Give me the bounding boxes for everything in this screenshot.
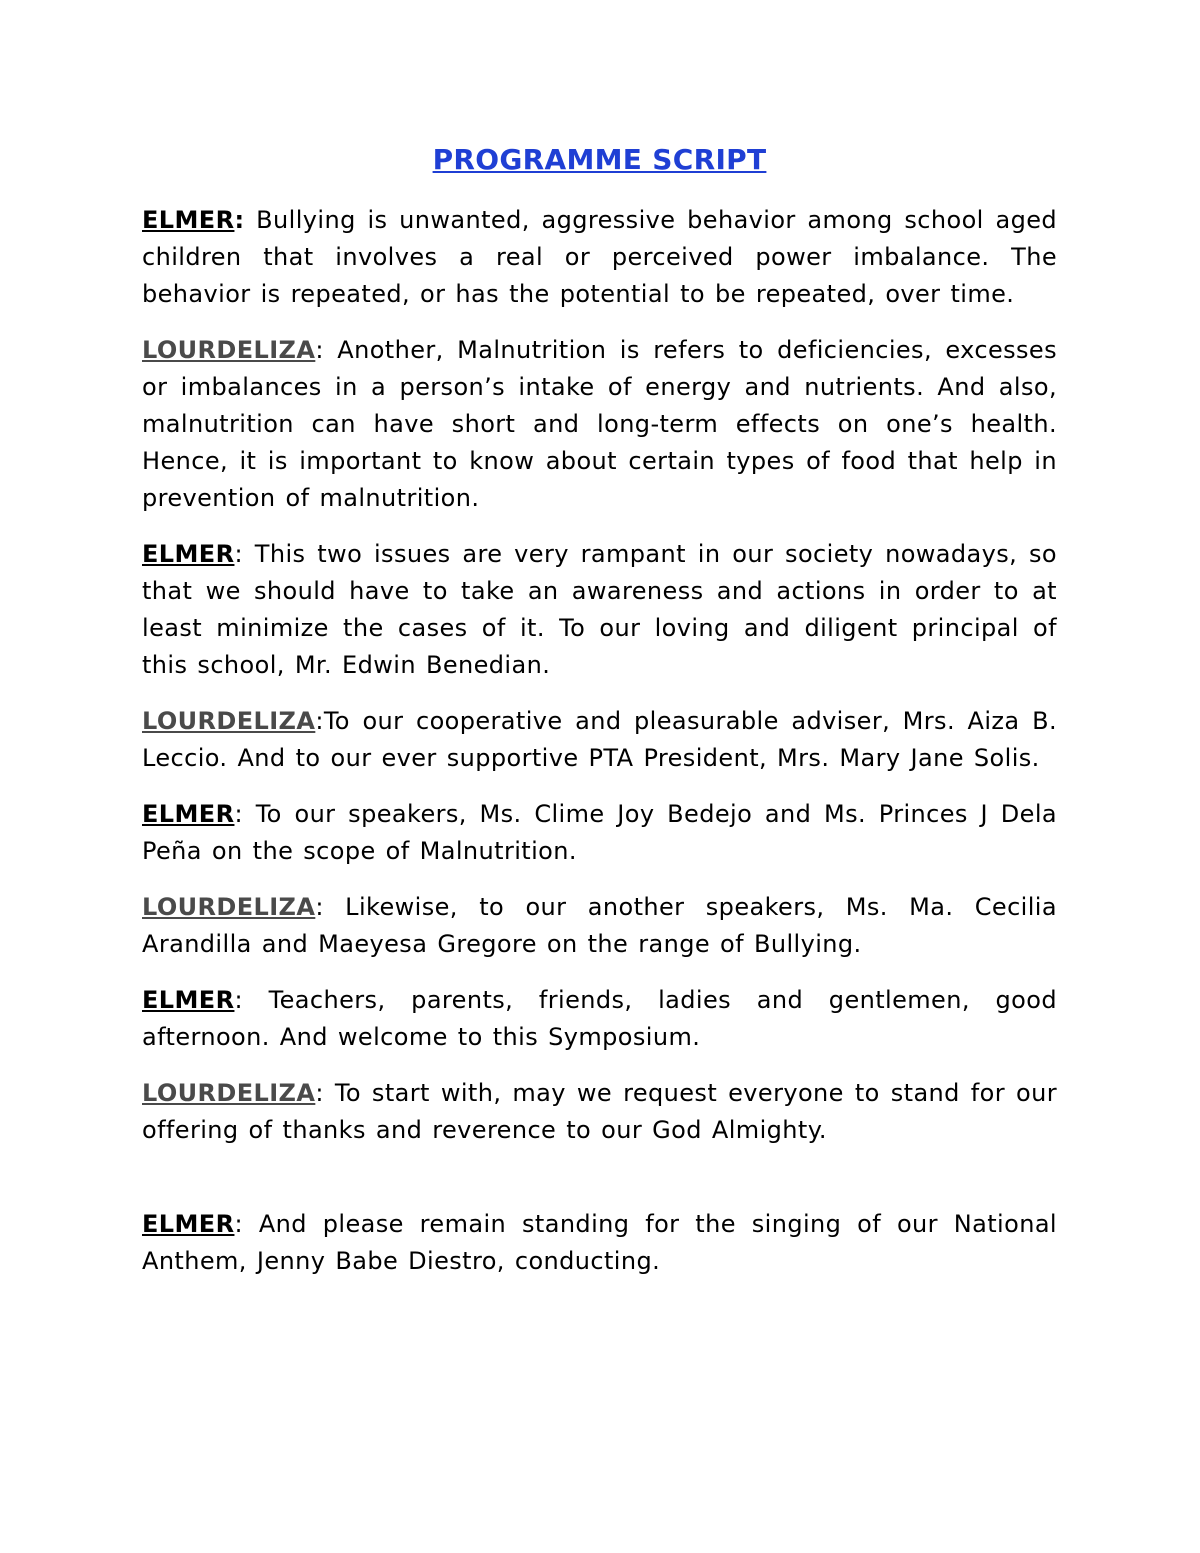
script-paragraph xyxy=(142,796,1057,870)
paragraph-text: Bullying is unwanted, aggressive behavior among school aged children that involves a real or perceived power imbalance. The behavior is repeated, or has the potential to be repeated, over time. xyxy=(142,206,1057,308)
paragraph-text: To our cooperative and pleasurable adviser, Mrs. Aiza B. Leccio. And to our ever supportive PTA President, Mrs. Mary Jane Solis. xyxy=(142,707,1057,772)
speaker-separator: : xyxy=(234,540,243,568)
speaker-name-elmer: ELMER xyxy=(142,540,235,568)
speaker-name-elmer: ELMER xyxy=(142,986,235,1014)
speaker-separator: : xyxy=(315,336,324,364)
speaker-name-lourdeliza: LOURDELIZA xyxy=(142,893,316,921)
speaker-separator: : xyxy=(315,893,324,921)
script-paragraph xyxy=(142,332,1057,517)
paragraph-text: Likewise, to our another speakers, Ms. Ma. Cecilia Arandilla and Maeyesa Gregore on the range of Bullying. xyxy=(142,893,1057,958)
speaker-name-lourdeliza: LOURDELIZA xyxy=(142,707,316,735)
paragraph-text: And please remain standing for the singing of our National Anthem, Jenny Babe Diestro, conducting. xyxy=(142,1210,1057,1275)
speaker-name-elmer: ELMER xyxy=(142,206,235,234)
script-paragraph xyxy=(142,982,1057,1056)
page-title: PROGRAMME SCRIPT xyxy=(432,143,767,176)
speaker-separator: : xyxy=(234,1210,243,1238)
script-paragraph xyxy=(142,202,1057,313)
paragraph-text: This two issues are very rampant in our society nowadays, so that we should have to take an awareness and actions in order to at least minimize the cases of it. To our loving and diligent principal of this school, Mr. Edwin Benedian. xyxy=(142,540,1057,679)
speaker-name-elmer: ELMER xyxy=(142,1210,235,1238)
blank-line xyxy=(142,1168,1057,1206)
speaker-separator: : xyxy=(234,800,243,828)
speaker-separator: : xyxy=(234,986,243,1014)
speaker-name-elmer: ELMER xyxy=(142,800,235,828)
speaker-name-lourdeliza: LOURDELIZA xyxy=(142,1079,316,1107)
speaker-separator: : xyxy=(315,1079,324,1107)
script-paragraph xyxy=(142,1206,1057,1280)
speaker-separator: : xyxy=(315,707,324,735)
paragraph-text: To start with, may we request everyone to stand for our offering of thanks and reverence to our God Almighty. xyxy=(142,1079,1057,1144)
speaker-separator: : xyxy=(234,206,245,234)
paragraph-text: Another, Malnutrition is refers to deficiencies, excesses or imbalances in a person’s intake of energy and nutrients. And also, malnutrition can have short and long-term effects on one’s health. Hence, it is important to know about certain types of food that help in prevention of malnutrition. xyxy=(142,336,1057,512)
script-paragraph xyxy=(142,889,1057,963)
paragraph-text: To our speakers, Ms. Clime Joy Bedejo and Ms. Princes J Dela Peña on the scope of Malnutrition. xyxy=(142,800,1057,865)
paragraph-text: Teachers, parents, friends, ladies and gentlemen, good afternoon. And welcome to this Symposium. xyxy=(142,986,1057,1051)
script-paragraph xyxy=(142,536,1057,684)
document-page xyxy=(142,140,1057,1299)
speaker-name-lourdeliza: LOURDELIZA xyxy=(142,336,316,364)
script-paragraph xyxy=(142,1075,1057,1149)
script-paragraph xyxy=(142,703,1057,777)
